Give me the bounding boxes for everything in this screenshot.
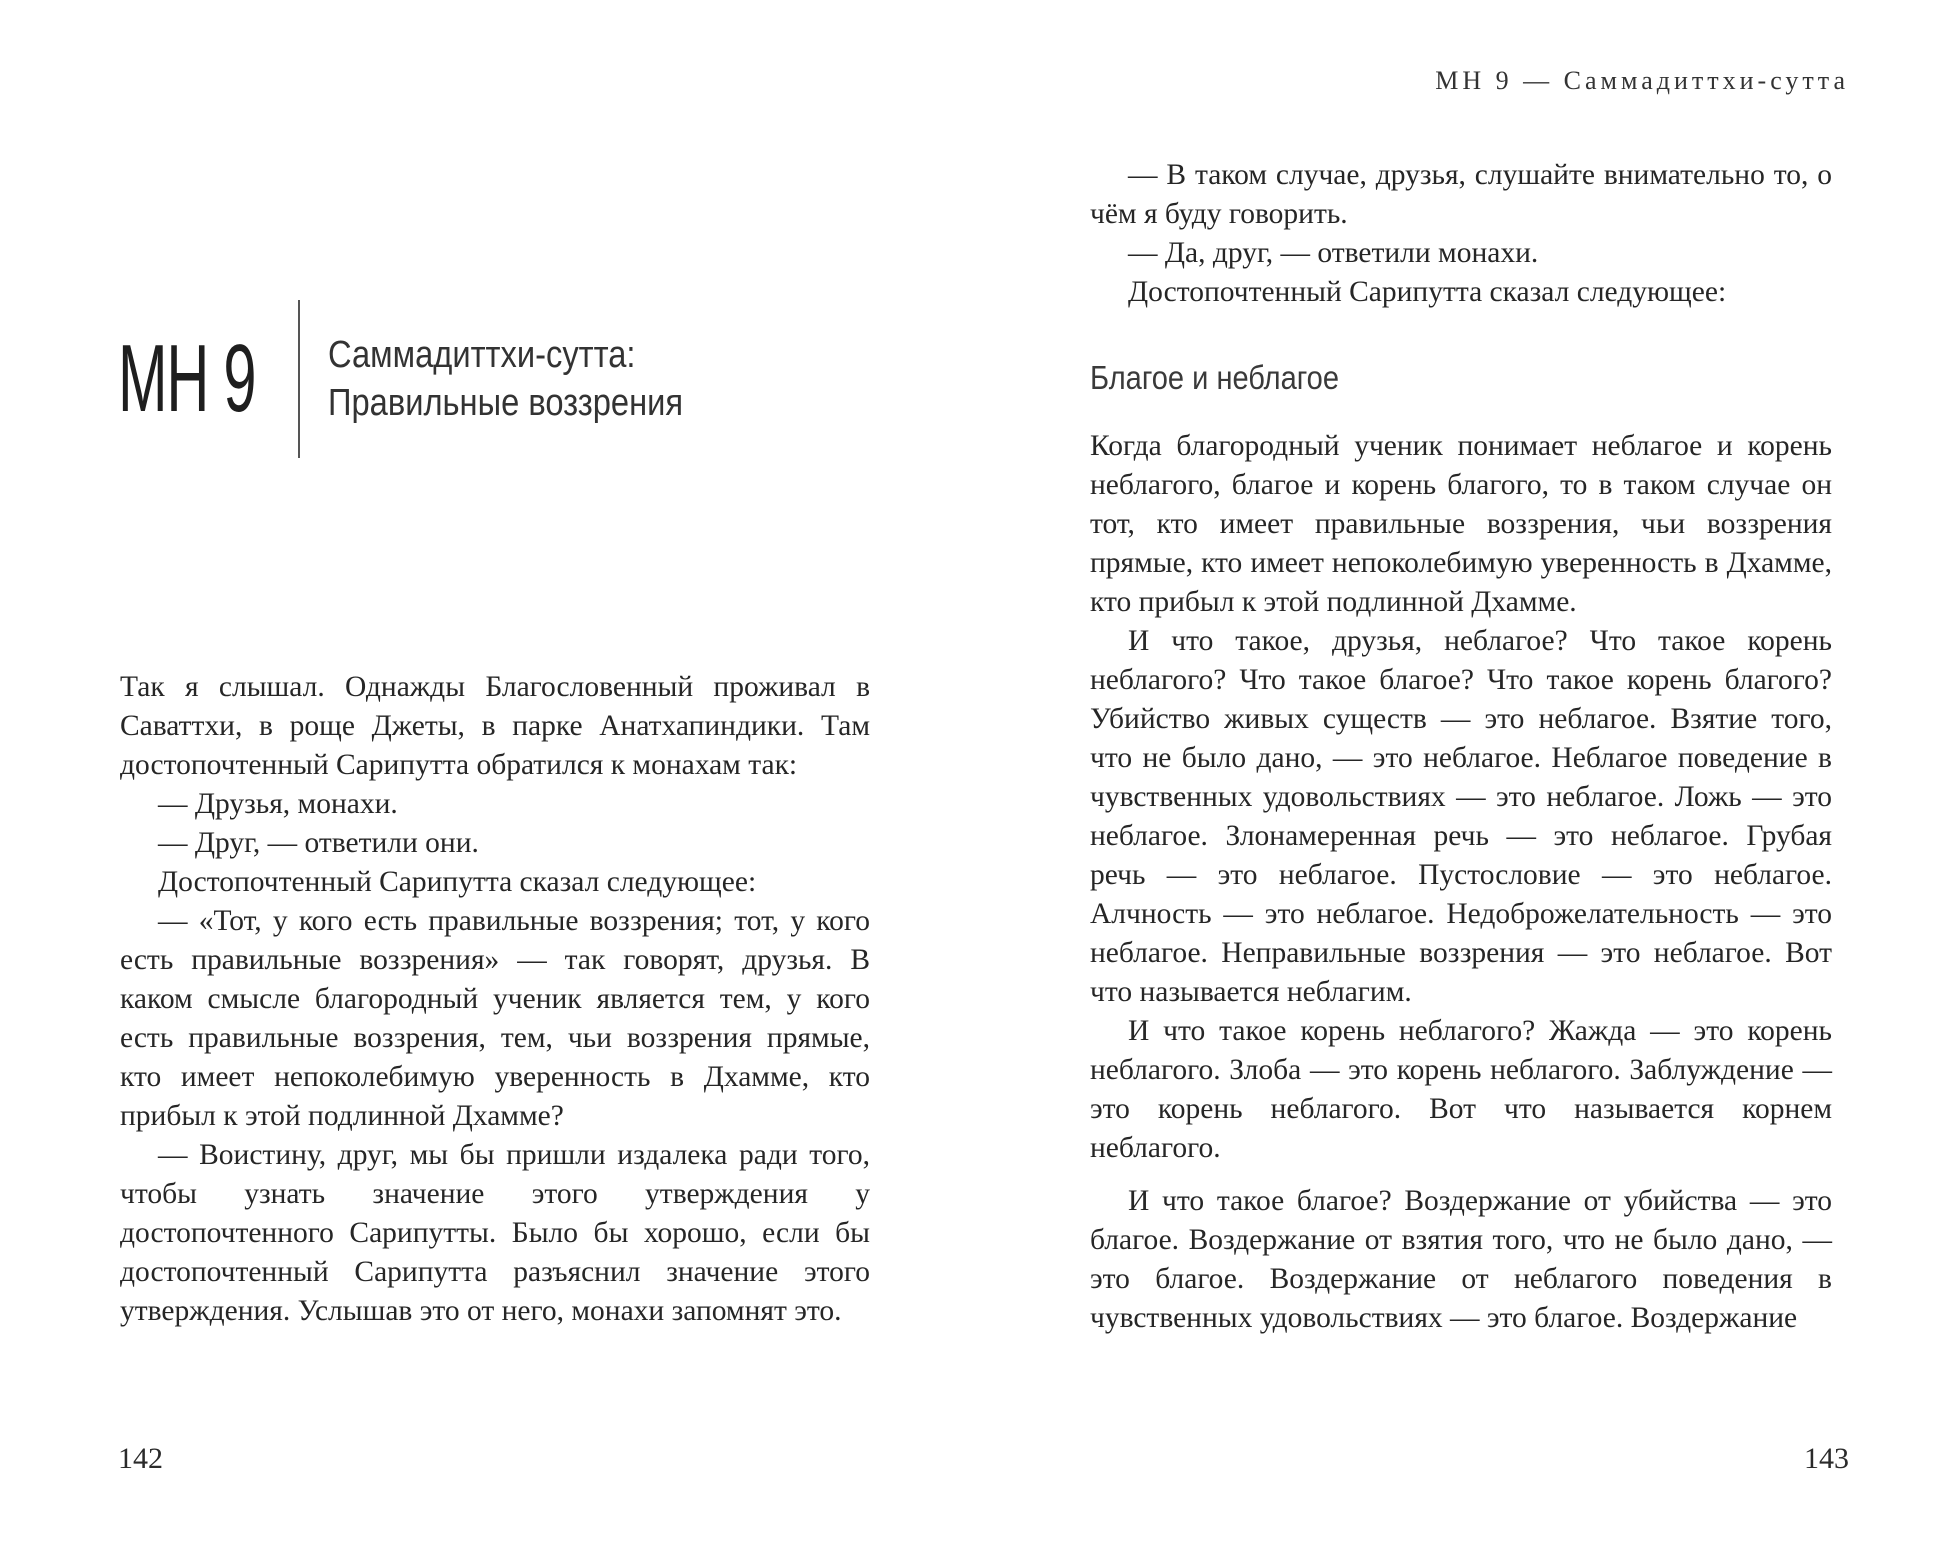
paragraph: — Друг, — ответили они.: [158, 827, 479, 859]
chapter-title-line-2: Правильные воззрения: [328, 382, 684, 424]
paragraph: И что такое благое? Воздержание от убийства — это благое. Воздержание от взятия того, что не было дано, — это благое. Воздержание от неблагого поведения в чувственных удовольствиях — это благое. Воздержание: [1090, 1185, 1832, 1334]
paragraph: Когда благородный ученик понимает неблагое и корень неблагого, благое и корень благого, то в таком случае он тот, кто имеет правильные воззрения, чьи воззрения прямые, кто имеет непоколебимую уверенность в Дхамме, кто прибыл к этой подлинной Дхамме.: [1090, 430, 1832, 618]
chapter-header: [118, 300, 741, 458]
chapter-title: [328, 331, 683, 427]
page-number-left: 142: [118, 1442, 163, 1475]
section-heading: Благое и неблагое: [1090, 359, 1339, 396]
chapter-divider: [298, 300, 300, 458]
chapter-number: МН 9: [118, 325, 256, 432]
page-number-right: 143: [1804, 1442, 1849, 1475]
paragraph: И что такое, друзья, неблагое? Что такое корень неблагого? Что такое благое? Что такое корень благого? Убийство живых существ — это неблагое. Взятие того, что не было дано, — это неблагое. Неблагое поведение в чувственных удовольствиях — это неблагое. Ложь — это неблагое. Злонамеренная речь — это неблагое. Грубая речь — это неблагое. Пустословие — это неблагое. Алчность — это неблагое. Недоброжелательность — это неблагое. Неправильные воззрения — это неблагое. Вот что называется неблагим.: [1090, 625, 1832, 1008]
paragraph: Так я слышал. Однажды Благословенный проживал в Саваттхи, в роще Джеты, в парке Анатхапиндики. Там достопочтенный Сарипутта обратился к монахам так:: [120, 671, 870, 781]
running-head: МН 9 — Саммадиттхи-сутта: [1435, 66, 1849, 95]
right-body-text: [1090, 156, 1832, 1338]
paragraph: — «Тот, у кого есть правильные воззрения; тот, у кого есть правильные воззрения» — так говорят, друзья. В каком смысле благородный ученик является тем, у кого есть правильные воззрения, тем, чьи воззрения прямые, кто имеет непоколебимую уверенность в Дхамме, кто прибыл к этой подлинной Дхамме?: [120, 905, 870, 1132]
paragraph: — Воистину, друг, мы бы пришли издалека ради того, чтобы узнать значение этого утверждения у достопочтенного Сарипутты. Было бы хорошо, если бы достопочтенный Сарипутта разъяснил значение этого утверждения. Услышав это от него, монахи запомнят это.: [120, 1139, 870, 1327]
right-page: [971, 0, 1942, 1548]
chapter-title-line-1: Саммадиттхи-сутта:: [328, 334, 636, 376]
paragraph: — Друзья, монахи.: [158, 788, 398, 820]
paragraph: Достопочтенный Сарипутта сказал следующее:: [1128, 276, 1727, 308]
paragraph: Достопочтенный Сарипутта сказал следующее:: [158, 866, 757, 898]
paragraph: — Да, друг, — ответили монахи.: [1128, 237, 1539, 269]
paragraph: И что такое корень неблагого? Жажда — это корень неблагого. Злоба — это корень неблагого. Заблуждение — это корень неблагого. Вот что называется корнем неблагого.: [1090, 1015, 1832, 1164]
left-body-text: [120, 668, 870, 1331]
paragraph: — В таком случае, друзья, слушайте внимательно то, о чём я буду говорить.: [1090, 159, 1832, 230]
